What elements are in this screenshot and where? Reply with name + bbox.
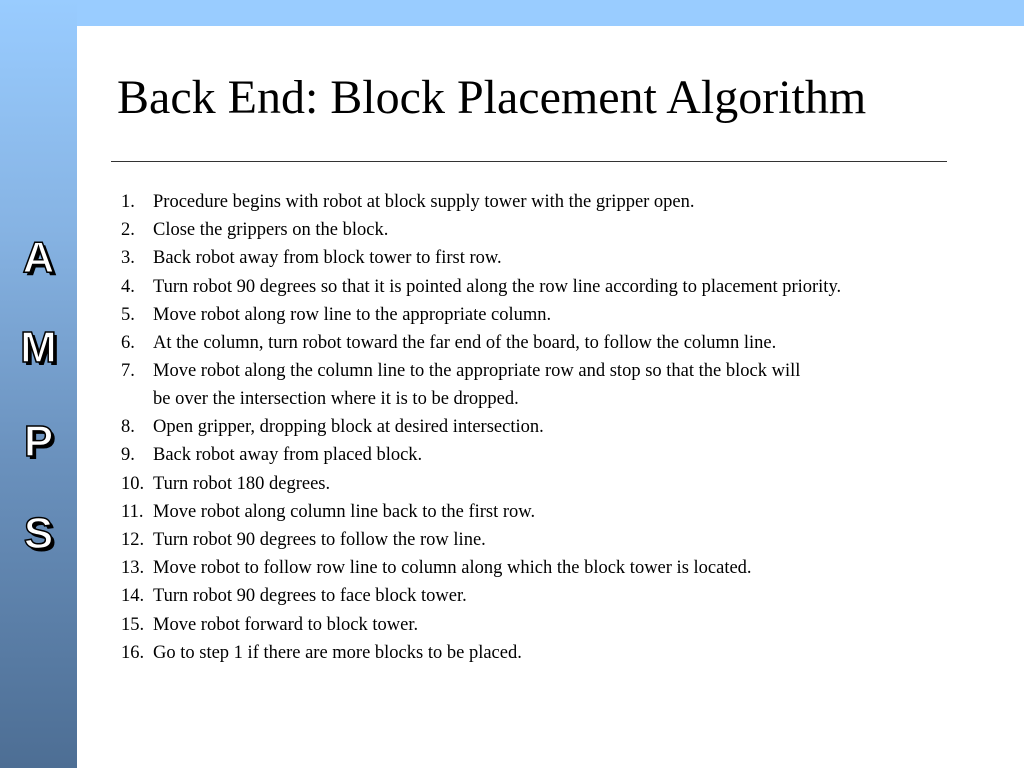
step-number: 3. [121, 248, 135, 269]
step-item [121, 413, 981, 441]
slide-title: Back End: Block Placement Algorithm [117, 71, 867, 124]
step-item [121, 357, 981, 413]
side-decorative-band [0, 0, 77, 768]
step-text: At the column, turn robot toward the far end of the board, to follow the column line. [153, 333, 777, 354]
step-text: Procedure begins with robot at block supply tower with the gripper open. [153, 192, 695, 212]
step-number: 2. [121, 220, 135, 241]
step-text: Back robot away from placed block. [153, 445, 423, 466]
step-item [121, 273, 981, 301]
step-item [121, 498, 981, 526]
step-item [121, 216, 981, 244]
step-item [121, 582, 981, 610]
step-text: Move robot forward to block tower. [153, 614, 419, 635]
step-number: 7. [121, 361, 135, 382]
step-number: 6. [121, 333, 135, 354]
step-number: 12. [121, 530, 145, 551]
logo-letter-s: S [23, 509, 54, 558]
logo-letter-p: P [23, 417, 54, 466]
step-item [121, 470, 981, 498]
step-number: 1. [121, 192, 135, 212]
step-text: Close the grippers on the block. [153, 220, 389, 241]
step-item [121, 639, 981, 667]
step-number: 11. [121, 501, 144, 522]
step-text: Turn robot 180 degrees. [153, 473, 331, 494]
step-item [121, 554, 981, 582]
step-number: 4. [121, 276, 135, 297]
step-item [121, 188, 981, 216]
step-text: Turn robot 90 degrees to face block tower. [153, 586, 467, 607]
step-text: Move robot to follow row line to column along which the block tower is located. [153, 558, 752, 579]
step-number: 14. [121, 586, 145, 607]
slide-content [77, 26, 1024, 768]
top-decorative-band [0, 0, 1024, 26]
step-text: Go to step 1 if there are more blocks to be placed. [153, 642, 522, 663]
step-text: Move robot along column line back to the first row. [153, 501, 536, 522]
step-number: 5. [121, 304, 135, 325]
step-text: Open gripper, dropping block at desired intersection. [153, 417, 544, 438]
step-number: 9. [121, 445, 135, 466]
step-text: Turn robot 90 degrees so that it is pointed along the row line according to placement priority. [153, 276, 842, 297]
logo-letter-m: M [20, 323, 57, 372]
step-text: Turn robot 90 degrees to follow the row line. [153, 530, 486, 551]
step-item [121, 329, 981, 357]
step-number: 15. [121, 614, 145, 635]
step-number: 8. [121, 417, 135, 438]
title-divider [111, 161, 947, 162]
algorithm-steps-list [121, 188, 981, 667]
step-number: 13. [121, 558, 145, 579]
step-item [121, 441, 981, 469]
step-item [121, 301, 981, 329]
step-text: Back robot away from block tower to first row. [153, 248, 502, 269]
step-item [121, 526, 981, 554]
step-text: Move robot along the column line to the appropriate row and stop so that the block will be over the intersection where it is to be dropped. [153, 361, 801, 410]
step-number: 10. [121, 473, 145, 494]
step-item [121, 611, 981, 639]
step-number: 16. [121, 642, 145, 663]
step-text: Move robot along row line to the appropriate column. [153, 304, 552, 325]
logo-letter-a: A [22, 233, 55, 282]
step-item [121, 244, 981, 272]
